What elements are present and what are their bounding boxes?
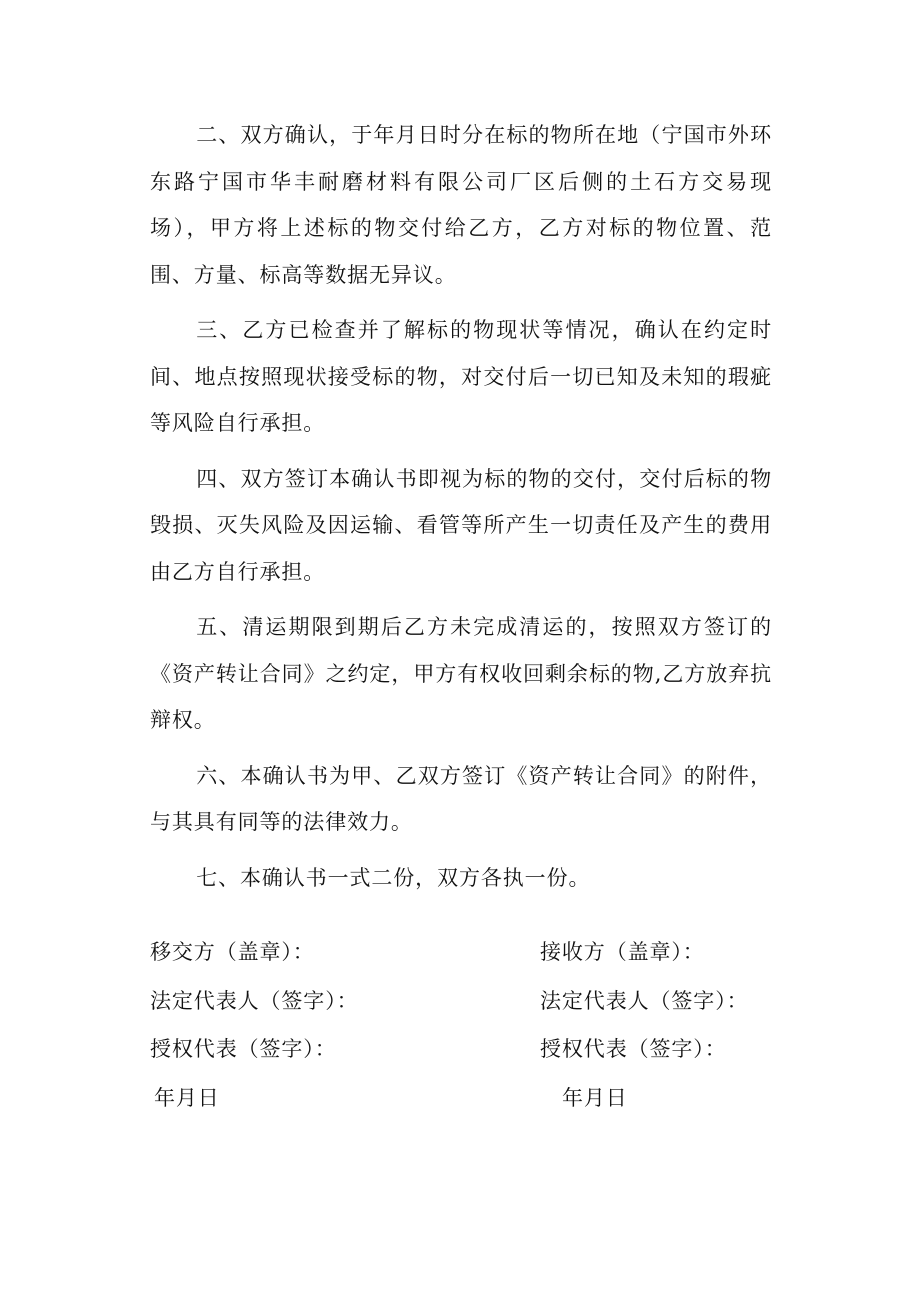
clause-6: 六、本确认书为甲、乙双方签订《资产转让合同》的附件，与其具有同等的法律效力。	[150, 763, 772, 834]
receiver-legal-rep-label: 法定代表人（签字）：	[540, 988, 749, 1013]
document-body	[150, 112, 772, 910]
receiver-authorized-rep-label: 授权代表（签字）：	[540, 1037, 727, 1061]
receiver-date-label: 年月日	[562, 1085, 628, 1110]
clause-4: 四、双方签订本确认书即视为标的物的交付，交付后标的物毁损、灭失风险及因运输、看管等所产生一切责任及产生的费用由乙方自行承担。	[150, 466, 772, 584]
transferor-signature-block	[150, 928, 359, 1122]
transferor-date-label: 年月日	[154, 1085, 220, 1110]
receiver-signature-block	[540, 928, 749, 1122]
clause-7: 七、本确认书一式二份，双方各执一份。	[196, 865, 591, 890]
clause-2: 二、双方确认，于年月日时分在标的物所在地（宁国市外环东路宁国市华丰耐磨材料有限公司厂区后侧的土石方交易现场），甲方将上述标的物交付给乙方，乙方对标的物位置、范围、方量、标高等数据无异议。	[150, 123, 772, 287]
transferor-legal-rep-label: 法定代表人（签字）：	[150, 988, 359, 1013]
transferor-seal-label: 移交方（盖章）：	[150, 940, 315, 964]
clause-5: 五、清运期限到期后乙方未完成清运的，按照双方签订的《资产转让合同》之约定，甲方有权收回剩余标的物,乙方放弃抗辩权。	[150, 615, 772, 732]
transferor-authorized-rep-label: 授权代表（签字）：	[150, 1037, 337, 1061]
clause-3: 三、乙方已检查并了解标的物现状等情况，确认在约定时间、地点按照现状接受标的物，对交付后一切已知及未知的瑕疵等风险自行承担。	[150, 318, 772, 435]
receiver-seal-label: 接收方（盖章）：	[540, 940, 705, 964]
